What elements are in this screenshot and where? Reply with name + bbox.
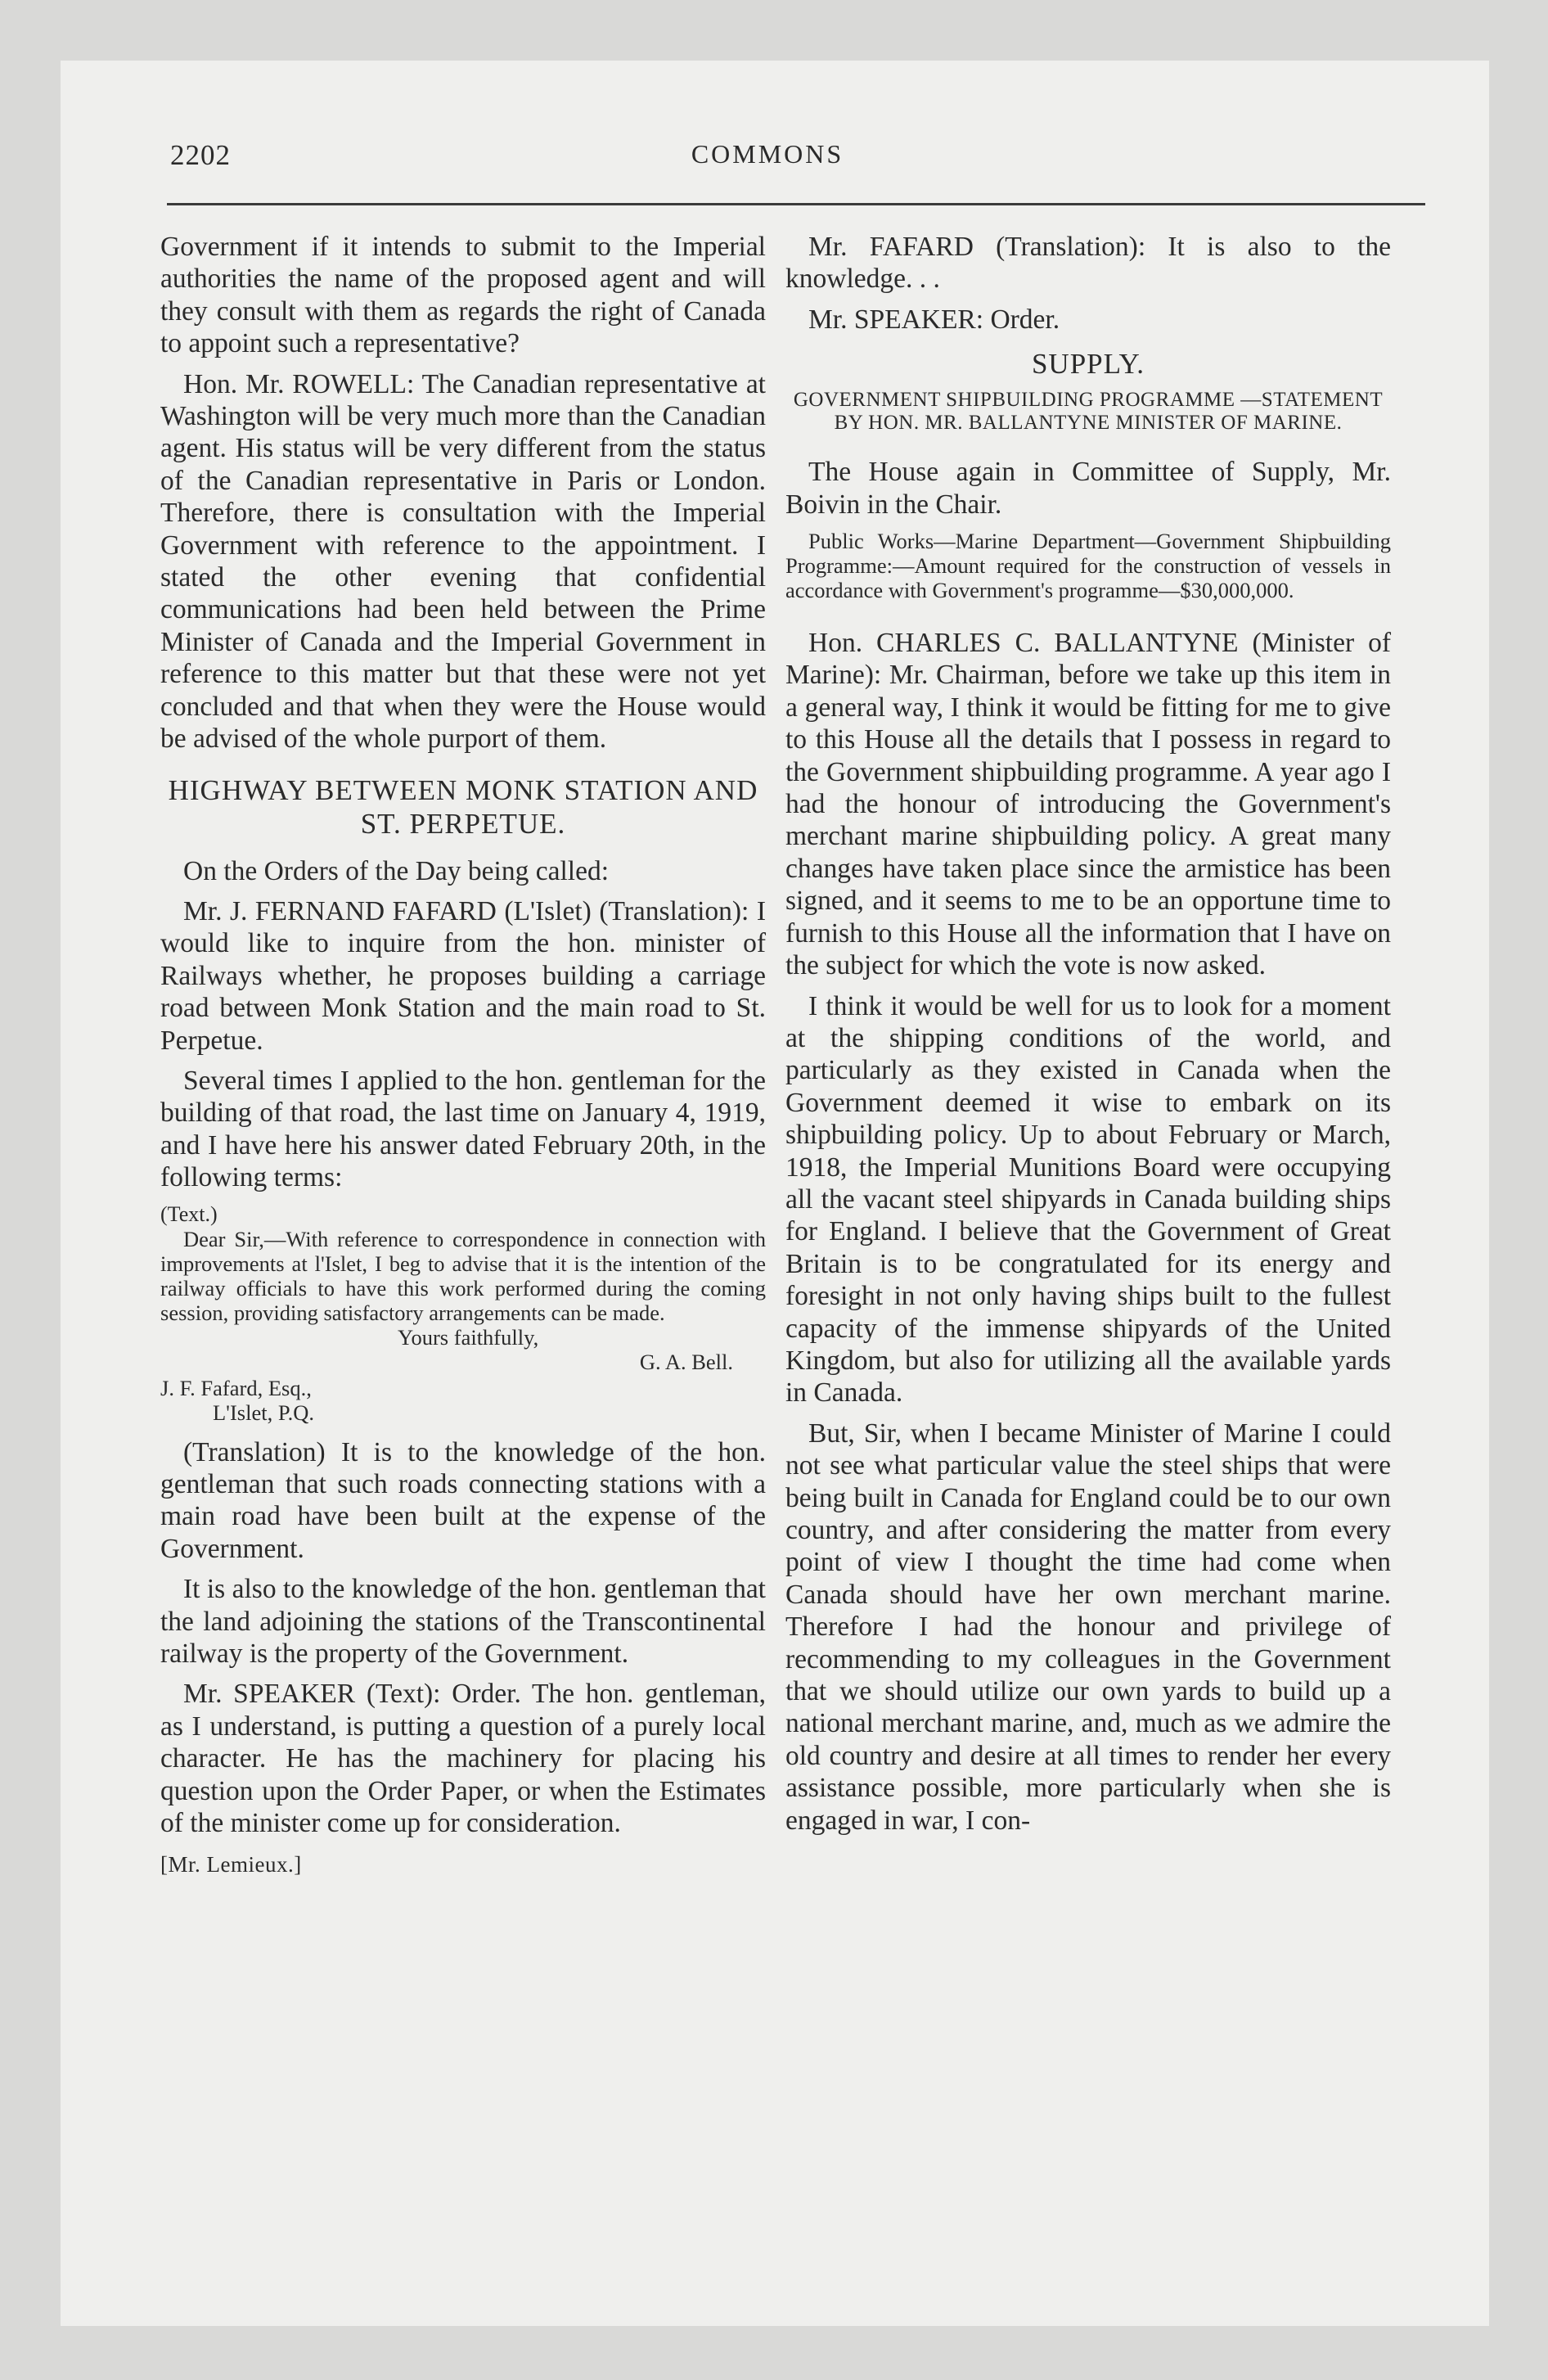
section-subheading: GOVERNMENT SHIPBUILDING PROGRAMME —STATEMENT BY HON. MR. BALLANTYNE MINISTER OF MARINE. [793, 389, 1384, 435]
letter-label: (Text.) [160, 1201, 218, 1226]
paragraph: Hon. Mr. ROWELL: The Canadian representative at Washington will be very much more than the Canadian agent. His status will be very different from the status of the Canadian representative in Paris or London. Therefore, there is consultation with the Imperial Government with reference to the appointment. I stated the other evening that confidential communications had been held between the Prime Minister of Canada and the Imperial Government in reference to this matter but that these were not yet concluded and that when they were the House would be advised of the whole purport of them. [160, 368, 766, 755]
paragraph: The House again in Committee of Supply, Mr. Boivin in the Chair. [785, 457, 1391, 520]
right-column [785, 231, 1391, 1845]
footer-note: [Mr. Lemieux.] [160, 1852, 302, 1877]
letter-body: Dear Sir,—With reference to correspondence in connection with improvements at l'Islet, I beg to advise that it is the intention of the railway officials to have this work performed during the coming session, providing satisfactory arrangements can be made. [160, 1226, 766, 1325]
page-header [110, 139, 1425, 177]
letter-addressee: J. F. Fafard, Esq., [160, 1375, 312, 1400]
paragraph: Mr. J. FERNAND FAFARD (L'Islet) (Translation): I would like to inquire from the hon. minister of Railways whether, he proposes building a carriage road between Monk Station and the main road to St. Perpetue. [160, 895, 766, 1056]
letter-closing: Yours faithfully, [398, 1324, 539, 1350]
letter-address: L'Islet, P.Q. [213, 1400, 315, 1425]
vote-item: Public Works—Marine Department—Government Shipbuilding Programme:—Amount required for the construction of vessels in accordance with Government's programme—$30,000,000. [785, 529, 1391, 603]
paragraph: Mr. SPEAKER: Order. [808, 304, 1060, 335]
paragraph: (Translation) It is to the knowledge of the hon. gentleman that such roads connecting stations with a main road have been built at the expense of the Government. [160, 1436, 766, 1564]
paragraph: On the Orders of the Day being called: [183, 855, 610, 886]
page-number: 2202 [170, 139, 231, 171]
running-head: COMMONS [691, 139, 844, 169]
paragraph: It is also to the knowledge of the hon. gentleman that the land adjoining the stations of the Transcontinental railway is the property of the Government. [160, 1574, 766, 1669]
section-heading: SUPPLY. [1031, 348, 1145, 381]
paragraph: Several times I applied to the hon. gentleman for the building of that road, the last time on January 4, 1919, and I have here his answer dated February 20th, in the following terms: [160, 1065, 766, 1193]
paragraph: Mr. FAFARD (Translation): It is also to the knowledge. . . [785, 232, 1391, 295]
paragraph: But, Sir, when I became Minister of Marine I could not see what particular value the steel ships that were being built in Canada for England could be to our own country, and after considering the matter from every point of view I thought the time had come when Canada should have her own merchant marine. Therefore I had the honour and privilege of recommending to my colleagues in the Government that we should utilize our own yards to build up a national merchant marine, and, much as we admire the old country and desire at all times to render her every assistance possible, more particularly when she is engaged in war, I con- [785, 1418, 1391, 1836]
left-column [160, 231, 766, 1877]
letter-signature: G. A. Bell. [639, 1349, 733, 1374]
paragraph: I think it would be well for us to look for a moment at the shipping conditions of the world, and particularly as they existed in Canada when the Government deemed it wise to embark on its shipbuilding policy. Up to about February or March, 1918, the Imperial Munitions Board were occupying all the vacant steel shipyards in Canada building ships for England. I believe that the Government of Great Britain is to be congratulated for its energy and foresight in not only having ships built to the fullest capacity of the immense shipyards of the United Kingdom, but also for utilizing all the available yards in Canada. [785, 990, 1391, 1409]
header-rule [167, 203, 1425, 205]
paragraph: Mr. SPEAKER (Text): Order. The hon. gentleman, as I understand, is putting a question of a purely local character. He has the machinery for placing his question upon the Order Paper, or when the Estimates of the minister come up for consideration. [160, 1679, 766, 1839]
paragraph: Government if it intends to submit to the Imperial authorities the name of the proposed agent and will they consult with them as regards the right of Canada to appoint such a representative? [160, 232, 766, 359]
paragraph: Hon. CHARLES C. BALLANTYNE (Minister of Marine): Mr. Chairman, before we take up this item in a general way, I think it would be fitting for me to give to this House all the details that I possess in regard to the Government shipbuilding programme. A year ago I had the honour of introducing the Government's merchant marine shipbuilding policy. A great many changes have taken place since the armistice has been signed, and it seems to me to be an opportune time to furnish to this House all the information that I have on the subject for which the vote is now asked. [785, 628, 1391, 981]
section-heading: HIGHWAY BETWEEN MONK STATION AND ST. PERPETUE. [168, 773, 758, 840]
